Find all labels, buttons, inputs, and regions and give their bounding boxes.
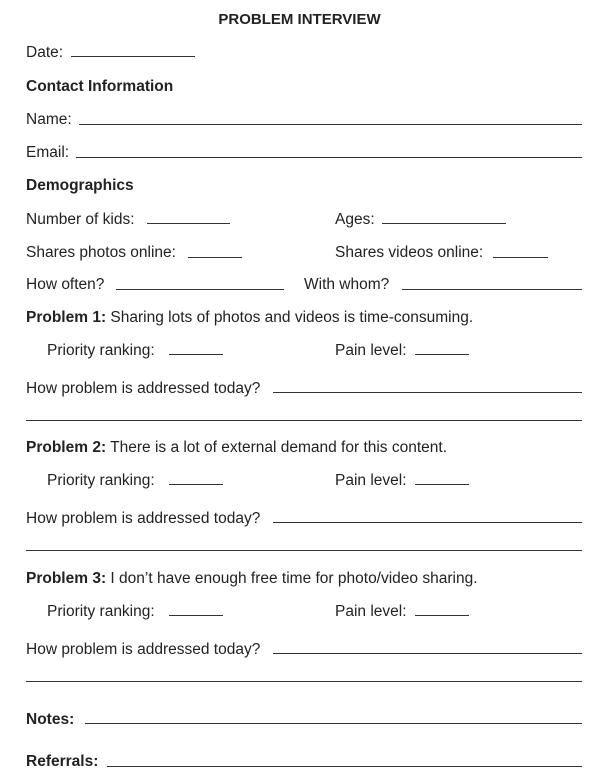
problem-1-label: Problem 1: <box>26 309 107 326</box>
demographics-heading: Demographics <box>26 177 134 194</box>
problem-3-text: I don’t have enough free time for photo/video sharing. <box>110 570 478 587</box>
problem-2-addressed-label: How problem is addressed today? <box>26 510 261 527</box>
photos-label: Shares photos online: <box>26 244 176 261</box>
problem-2-label: Problem 2: <box>26 439 107 456</box>
photos-field[interactable] <box>188 257 242 258</box>
problem-3-pain-field[interactable] <box>415 615 469 616</box>
problem-3-addressed-field-extra[interactable] <box>26 681 582 682</box>
whom-field[interactable] <box>402 289 582 290</box>
notes-label: Notes: <box>26 711 75 728</box>
contact-heading: Contact Information <box>26 78 174 95</box>
problem-1-statement <box>26 309 473 327</box>
problem-1-addressed-field-extra[interactable] <box>26 420 582 421</box>
date-label: Date: <box>26 44 64 61</box>
problem-1-priority-label: Priority ranking: <box>47 342 155 359</box>
name-field[interactable] <box>79 124 582 125</box>
videos-label: Shares videos online: <box>335 244 484 261</box>
referrals-field[interactable] <box>107 766 582 767</box>
kids-field[interactable] <box>147 223 230 224</box>
problem-2-priority-field[interactable] <box>169 484 223 485</box>
problem-3-priority-label: Priority ranking: <box>47 603 155 620</box>
ages-label: Ages: <box>335 211 375 228</box>
problem-2-addressed-field[interactable] <box>273 522 582 523</box>
often-label: How often? <box>26 276 105 293</box>
problem-1-pain-label: Pain level: <box>335 342 407 359</box>
problem-3-statement <box>26 570 478 588</box>
problem-3-label: Problem 3: <box>26 570 107 587</box>
problem-3-priority-field[interactable] <box>169 615 223 616</box>
problem-2-addressed-field-extra[interactable] <box>26 550 582 551</box>
problem-1-priority-field[interactable] <box>169 354 223 355</box>
email-field[interactable] <box>76 157 582 158</box>
email-label: Email: <box>26 144 70 161</box>
problem-3-addressed-field[interactable] <box>273 653 582 654</box>
ages-field[interactable] <box>382 223 506 224</box>
name-label: Name: <box>26 111 72 128</box>
problem-2-pain-field[interactable] <box>415 484 469 485</box>
problem-3-addressed-label: How problem is addressed today? <box>26 641 261 658</box>
date-field[interactable] <box>71 56 195 57</box>
often-field[interactable] <box>116 289 284 290</box>
problem-1-addressed-field[interactable] <box>273 392 582 393</box>
problem-1-text: Sharing lots of photos and videos is time-consuming. <box>110 309 474 326</box>
problem-2-text: There is a lot of external demand for this content. <box>110 439 448 456</box>
form-title: PROBLEM INTERVIEW <box>218 11 381 28</box>
referrals-label: Referrals: <box>26 753 99 770</box>
kids-label: Number of kids: <box>26 211 135 228</box>
problem-2-pain-label: Pain level: <box>335 472 407 489</box>
whom-label: With whom? <box>304 276 390 293</box>
problem-2-statement <box>26 439 447 457</box>
problem-2-priority-label: Priority ranking: <box>47 472 155 489</box>
notes-field[interactable] <box>85 723 582 724</box>
videos-field[interactable] <box>493 257 548 258</box>
problem-3-pain-label: Pain level: <box>335 603 407 620</box>
problem-1-pain-field[interactable] <box>415 354 469 355</box>
problem-1-addressed-label: How problem is addressed today? <box>26 380 261 397</box>
